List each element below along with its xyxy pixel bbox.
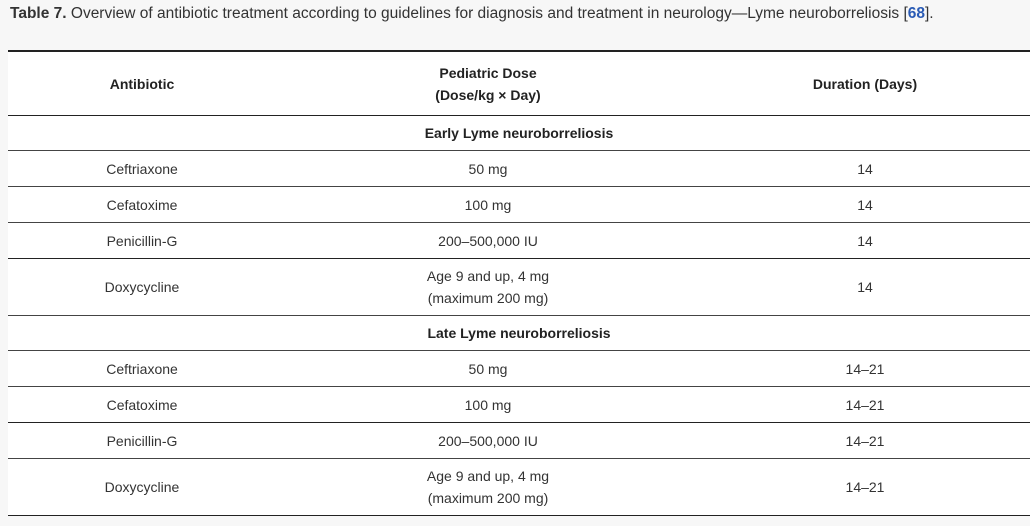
- cell-pediatric-dose: [276, 223, 700, 259]
- section-title: Early Lyme neuroborreliosis: [424, 125, 614, 141]
- cell-duration: 14–21: [845, 360, 885, 377]
- cell-antibiotic: Doxycycline: [104, 479, 180, 495]
- header-dose-line2: (Dose/kg × Day): [435, 86, 541, 103]
- dose-line1: 100 mg: [464, 396, 512, 413]
- table-row: [8, 151, 1030, 187]
- section-row: [8, 316, 1030, 351]
- header-row: [8, 51, 1030, 116]
- cell-pediatric-dose: [276, 151, 700, 187]
- cell-pediatric-dose: [276, 423, 700, 459]
- cell-pediatric-dose: [276, 187, 700, 223]
- cell-duration: 14–21: [845, 432, 885, 449]
- table-row: [8, 387, 1030, 423]
- cell-pediatric-dose: [276, 351, 700, 387]
- dose-line1: 50 mg: [468, 360, 508, 377]
- cell-pediatric-dose: [276, 259, 700, 316]
- table-row: [8, 351, 1030, 387]
- cell-pediatric-dose: [276, 387, 700, 423]
- header-pediatric-dose: [276, 51, 700, 116]
- table-row: [8, 187, 1030, 223]
- section-title: Late Lyme neuroborreliosis: [427, 325, 611, 341]
- cell-antibiotic: Penicillin-G: [106, 232, 178, 249]
- section-row: [8, 116, 1030, 151]
- cell-duration: 14: [857, 160, 873, 177]
- table-row: [8, 223, 1030, 259]
- dose-line1: 50 mg: [468, 160, 508, 177]
- dose-line1: Age 9 and up, 4 mg: [426, 268, 550, 284]
- cell-duration: 14: [857, 196, 873, 213]
- caption-text: Overview of antibiotic treatment according to guidelines for diagnosis and treatment in neurology—Lyme neuroborreliosis [: [66, 5, 908, 22]
- caption-label: Table 7.: [10, 5, 67, 22]
- table-row: [8, 259, 1030, 316]
- dose-line1: 200–500,000 IU: [438, 232, 538, 249]
- table-caption: [10, 4, 934, 24]
- cell-pediatric-dose: [276, 459, 700, 516]
- header-duration: Duration (Days): [812, 75, 918, 92]
- cell-duration: 14–21: [845, 479, 885, 495]
- cell-antibiotic: Ceftriaxone: [106, 360, 178, 377]
- reference-link[interactable]: 68: [907, 5, 925, 22]
- dose-line2: (maximum 200 mg): [427, 490, 549, 506]
- treatment-table-container: [8, 50, 1030, 516]
- cell-duration: 14–21: [845, 396, 885, 413]
- header-dose-line1: Pediatric Dose: [439, 64, 537, 81]
- header-antibiotic: Antibiotic: [109, 75, 175, 92]
- caption-text-end: ].: [925, 5, 934, 22]
- table-body: [8, 116, 1030, 516]
- dose-line1: 100 mg: [464, 196, 512, 213]
- dose-line2: (maximum 200 mg): [427, 290, 549, 306]
- cell-antibiotic: Cefatoxime: [106, 196, 178, 213]
- cell-antibiotic: Ceftriaxone: [106, 160, 178, 177]
- dose-line1: 200–500,000 IU: [438, 432, 538, 449]
- dose-line1: Age 9 and up, 4 mg: [426, 468, 550, 484]
- cell-duration: 14: [857, 279, 873, 295]
- cell-antibiotic: Penicillin-G: [106, 432, 178, 449]
- table-row: [8, 459, 1030, 516]
- cell-antibiotic: Doxycycline: [104, 279, 180, 295]
- table-header: [8, 51, 1030, 116]
- cell-antibiotic: Cefatoxime: [106, 396, 178, 413]
- cell-duration: 14: [857, 232, 873, 249]
- treatment-table: [8, 50, 1030, 516]
- table-row: [8, 423, 1030, 459]
